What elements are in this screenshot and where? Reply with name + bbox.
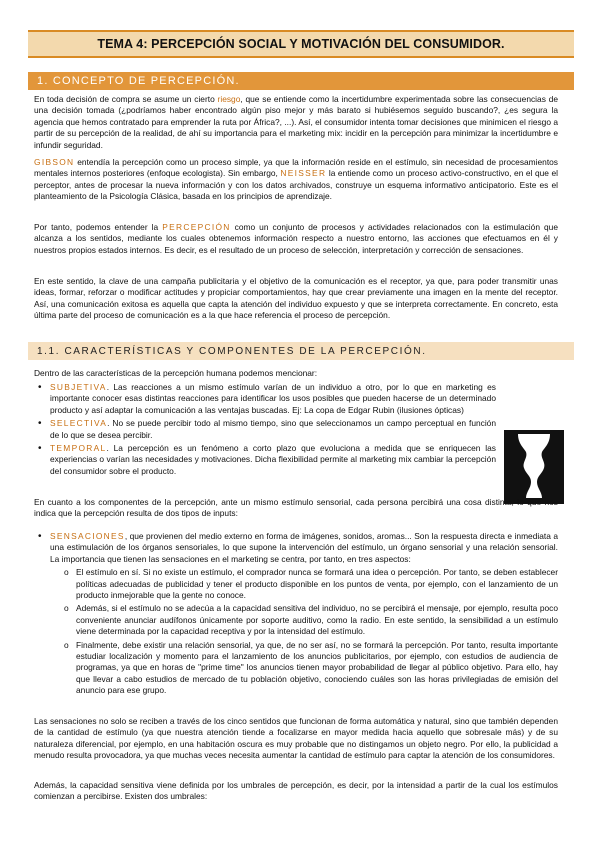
paragraph-componentes-intro: En cuanto a los componentes de la percepción, ante un mismo estímulo sensorial, cada persona percibirá una cosa distinta, lo que nos indica que la percepción resulta de dos tipos de inputs: xyxy=(34,497,558,519)
text-run: la entiende como un proceso activo-constructivo, en el que el perceptor, antes de procesar la nueva información y con los datos archivados, construye un esquema informativo anticipatorio. Este es el planteamiento de la Psicología Clásica, basada en los principios de aprendizaje. xyxy=(34,168,559,202)
keyword-subjetiva: SUBJETIVA xyxy=(50,382,107,392)
list-item-estimulo: o El estímulo en sí. Si no existe un estímulo, el comprador nunca se formará una idea o percepción. Por tanto, se deben establecer políticas adecuadas de publicidad y tener el producto disponible en los puntos de venta, por ejemplo, con el lanzamiento de un producto inmejorable que la gente no conoce. xyxy=(50,567,558,601)
keyword-gibson: GIBSON xyxy=(34,157,75,167)
list-item-selectiva xyxy=(34,418,496,441)
keyword-riesgo: riesgo xyxy=(217,94,241,104)
subsection-heading-caracteristicas: 1.1. CARACTERÍSTICAS Y COMPONENTES DE LA PERCEPCIÓN. xyxy=(28,342,574,360)
paragraph-percepcion-definicion xyxy=(34,222,558,256)
rubin-vase-illustration xyxy=(504,430,564,504)
text-run: , que se entiende como la incertidumbre experimentada sobre las consecuencias de una decisión tomada (¿podríamos haber encontrado algún piso mejor y más barato si hubiésemos seguido buscando?, ¿es segura la agencia que hemos contratado para emprender la ruta por África?, ...). Así, el consumidor intenta tomar decisiones que minimicen el riesgo a partir de su percepción de la realidad, de ahí su importancia para el marketing mix: incidir en la percepción para minimizar la incertidumbre e infundir seguridad. xyxy=(34,94,559,150)
sensaciones-aspects-list xyxy=(50,567,558,696)
text-run: como un conjunto de procesos y actividades relacionados con la estimulación que alcanza a los sentidos, mediante los cuales obtenemos información respecto a nuestro entorno, las acciones que efectuamos en él y nuestros propios estados internos. Es decir, es el resultado de un proceso de selección, interpretación y corrección de sensaciones. xyxy=(34,222,558,255)
list-item-subjetiva xyxy=(34,382,496,416)
paragraph-riesgo xyxy=(34,94,558,151)
paragraph-umbrales: Además, la capacidad sensitiva viene definida por los umbrales de percepción, es decir, por la intensidad a partir de la cual los estímulos comienzan a percibirse. Existen dos umbrales: xyxy=(34,780,558,802)
text-run: . La percepción es un fenómeno a corto plazo que evoluciona a medida que se enriquecen las experiencias o varían las necesidades y motivaciones. Dicha flexibilidad permite al marketing mix cambiar la percepción del consumidor sobre el producto. xyxy=(50,443,496,476)
keyword-selectiva: SELECTIVA xyxy=(50,418,108,429)
list-item-sensaciones xyxy=(34,531,558,697)
paragraph-caracteristicas-intro: Dentro de las características de la percepción humana podemos mencionar: xyxy=(34,368,318,378)
text-run: Por tanto, podemos entender la xyxy=(34,222,163,232)
paragraph-sentidos: Las sensaciones no solo se reciben a través de los cinco sentidos que funcionan de forma automática y natural, sino que también dependen de la cantidad de estímulo (ya que nuestra atención tiende a focalizarse en mayor medida hacia aquello que sobresale más) y de su naturaleza diferencial, por ejemplo, en una habitación oscura es muy probable que no distingamos un objeto negro. Por ello, la publicidad a menudo resulta provocadora, ya que muchas veces necesita aumentar la cantidad de estímulo para captar la atención de los consumidores. xyxy=(34,716,558,761)
characteristics-list xyxy=(34,382,496,479)
paragraph-campana-publicitaria: En este sentido, la clave de una campaña publicitaria y el objetivo de la comunicación es el receptor, ya que, para poder transmitir unas ideas, formar, reforzar o modificar actitudes y propiciar comportamientos, hay que crear previamente una imagen en la mente del receptor. Así, una comunicación exitosa es aquella que capta la atención del individuo expuesto y que se interpreta correctamente. En concreto, esta última parte del proceso de comunicación es a la que hace referencia el proceso de percepción. xyxy=(34,276,558,321)
list-item-relacion-sensorial: o Finalmente, debe existir una relación sensorial, ya que, de no ser así, no se formará la percepción. Por tanto, resulta importante estudiar localización y momento para el lanzamiento de los anuncios publicitarios, por ejemplo, con estudios de audiencia de programas, ya que en horas de "prime time" los anuncios tienen mayor probabilidad de llegar al público objetivo. Para ello, hay que llevar a cabo estudios de mercado de tu población objetivo, conociendo cuáles son las horas privilegiadas de emisión del anuncio para ese grupo. xyxy=(50,640,558,697)
keyword-sensaciones: SENSACIONES xyxy=(50,531,125,541)
text-run: . Las reacciones a un mismo estímulo varían de un individuo a otro, por lo que en marketing es importante conocer esas distintas reacciones para identificar los usos posibles que pueden hacerse de un determinado producto y así adaptar la comunicación a las ventajas buscadas. Ej: La copa de Edgar Rubin (ilusiones ópticas) xyxy=(50,382,496,415)
text-run: . No se puede percibir todo al mismo tiempo, sino que seleccionamos un campo perceptual en función de lo que se desea percibir. xyxy=(50,418,496,440)
components-list xyxy=(34,531,558,699)
section-heading-concepto: 1. CONCEPTO DE PERCEPCIÓN. xyxy=(28,72,574,90)
keyword-neisser: NEISSER xyxy=(280,168,327,179)
text-run: , que provienen del medio externo en forma de imágenes, sonidos, aromas... Son la respuesta directa e inmediata a una estimulación de los órganos sensoriales, lo que supone la intervención del estímulo, un órgano sensorial y una relación sensorial. La importancia que tienen las sensaciones en el marketing se centra, por tanto, en tres aspectos: xyxy=(50,531,558,564)
keyword-temporal: TEMPORAL xyxy=(50,443,107,454)
paragraph-gibson-neisser xyxy=(34,157,558,203)
list-item-temporal xyxy=(34,443,496,477)
text-run: En toda decisión de compra se asume un cierto xyxy=(34,94,218,104)
page-title: TEMA 4: PERCEPCIÓN SOCIAL Y MOTIVACIÓN DEL CONSUMIDOR. xyxy=(28,30,574,58)
list-item-capacidad-sensitiva: o Además, si el estímulo no se adecúa a la capacidad sensitiva del individuo, no se percibirá el mensaje, por ejemplo, resulta poco conveniente anunciar audífonos únicamente por soporte auditivo, como la radio. En este sentido, la sensibilidad a un estímulo viene determinada por la capacidad receptiva y por la intensidad del estímulo. xyxy=(50,603,558,637)
text-run: entendía la percepción como un proceso simple, ya que la información reside en el estímulo, sin necesidad de procesamientos mentales internos posteriores (enfoque ecologista). Sin embargo, xyxy=(34,157,558,179)
keyword-percepcion: PERCEPCIÓN xyxy=(162,222,231,232)
